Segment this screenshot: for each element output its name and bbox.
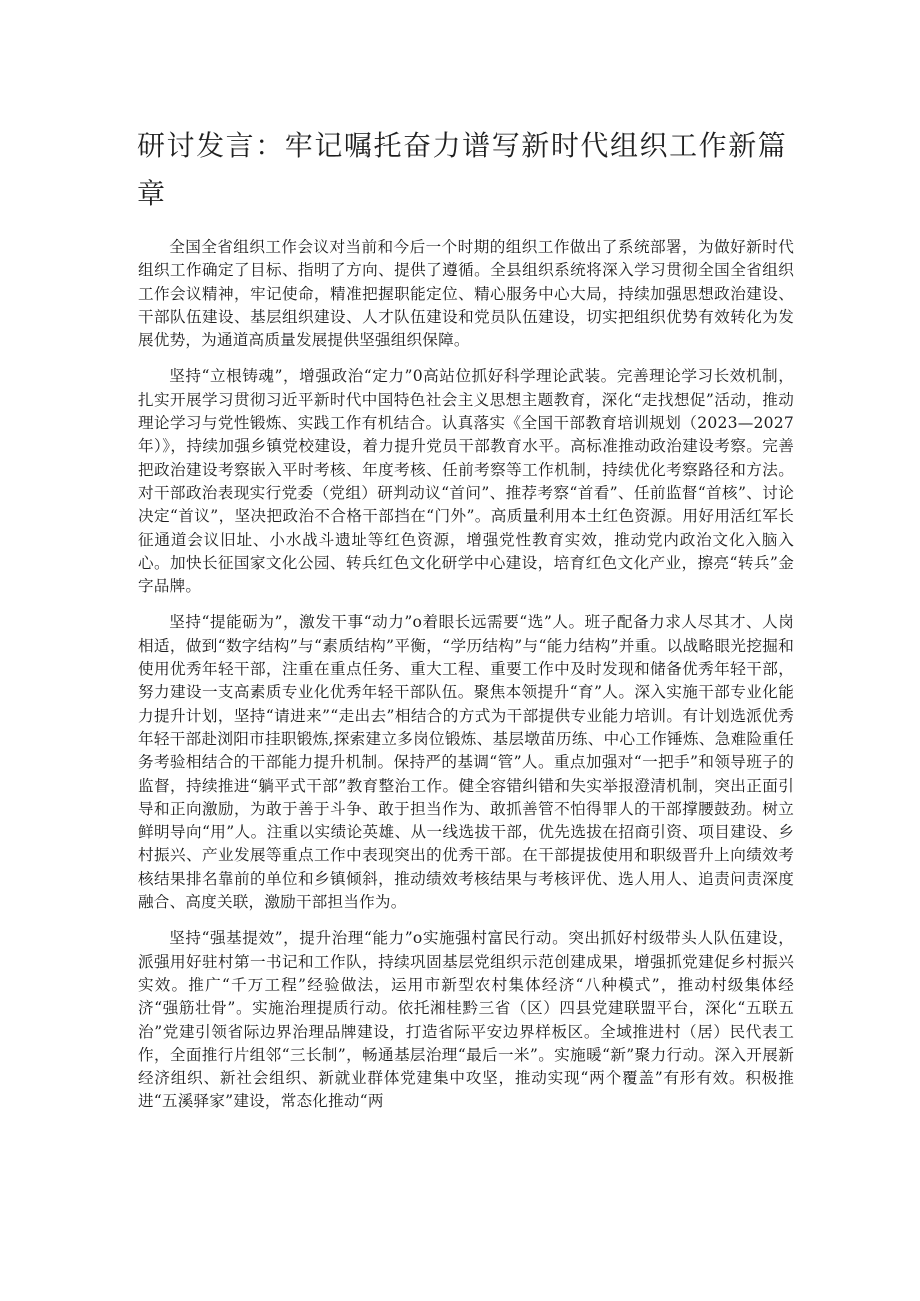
paragraph-cadre-capability: 坚持“提能砺为”，激发干事“动力”o着眼长远需要“选”人。班子配备力求人尽其才、人岗相适，做到“数字结构”与“素质结构”平衡，“学历结构”与“能力结构”并重。以战略眼光挖掘和使用优秀年轻干部，注重在重点任务、重大工程、重要工作中及时发现和储备优秀年轻干部，努力建设一支高素质专业化优秀年轻干部队伍。聚焦本领提升“育”人。深入实施干部专业化能力提升计划，坚持“请进来”“走出去”相结合的方式为干部提供专业能力培训。有计划选派优秀年轻干部赴浏阳市挂职锻炼,探索建立多岗位锻炼、基层墩苗历练、中心工作锤炼、急难险重任务考验相结合的干部能力提升机制。保持严的基调“管”人。重点加强对“一把手”和领导班子的监督，持续推进“躺平式干部”教育整治工作。健全容错纠错和失实举报澄清机制，突出正面引导和正向激励，为敢于善于斗争、敢于担当作为、敢抓善管不怕得罪人的干部撑腰鼓劲。树立鲜明导向“用”人。注重以实绩论英雄、从一线选拔干部，优先选拔在招商引资、项目建设、乡村振兴、产业发展等重点工作中表现突出的优秀干部。在干部提拔使用和职级晋升上向绩效考核结果排名靠前的单位和乡镇倾斜，推动绩效考核结果与考核评优、选人用人、追责问责深度融合、高度关联，激励干部担当作为。: [138, 613, 794, 912]
paragraph-political-foundation: 坚持“立根铸魂”，增强政治“定力”0高站位抓好科学理论武装。完善理论学习长效机制，扎实开展学习贯彻习近平新时代中国特色社会主义思想主题教育，深化“走找想促”活动，推动理论学习与党性锻炼、实践工作有机结合。认真落实《全国干部教育培训规划（2023—2027年）》，持续加强乡镇党校建设，着力提升党员干部教育水平。高标准推动政治建设考察。完善把政治建设考察嵌入平时考核、年度考核、任前考察等工作机制，持续优化考察路径和方法。对干部政治表现实行党委（党组）研判动议“首问”、推荐考察“首看”、任前监督“首核”、讨论决定“首议”，坚决把政治不合格干部挡在“门外”。高质量利用本土红色资源。用好用活红军长征通道会议旧址、小水战斗遗址等红色资源，增强党性教育实效，推动党内政治文化入脑入心。加快长征国家文化公园、转兵红色文化研学中心建设，培育红色文化产业，擦亮“转兵”金字品牌。: [138, 367, 794, 596]
document-body: [138, 236, 794, 1127]
document-title: 研讨发言：牢记嘱托奋力谱写新时代组织工作新篇章: [137, 129, 787, 210]
paragraph-grassroots-governance: 坚持“强基提效”，提升治理“能力”o实施强村富民行动。突出抓好村级带头人队伍建设，派强用好驻村第一书记和工作队，持续巩固基层党组织示范创建成果，增强抓党建促乡村振兴实效。推广“千万工程”经验做法，运用市新型农村集体经济“八种模式”，推动村级集体经济“强筋壮骨”。实施治理提质行动。依托湘桂黔三省（区）四县党建联盟平台，深化“五联五治”党建引领省际边界治理品牌建设，打造省际平安边界样板区。全域推进村（居）民代表工作，全面推行片组邻“三长制”，畅通基层治理“最后一米”。实施暖“新”聚力行动。深入开展新经济组织、新社会组织、新就业群体党建集中攻坚，推动实现“两个覆盖”有形有效。积极推进“五溪驿家”建设，常态化推动“两: [138, 929, 794, 1111]
paragraph-intro: 全国全省组织工作会议对当前和今后一个时期的组织工作做出了系统部署，为做好新时代组织工作确定了目标、指明了方向、提供了遵循。全县组织系统将深入学习贯彻全国全省组织工作会议精神，牢记使命，精准把握职能定位、精心服务中心大局，持续加强思想政治建设、干部队伍建设、基层组织建设、人才队伍建设和党员队伍建设，切实把组织优势有效转化为发展优势，为通道高质量发展提供坚强组织保障。: [138, 238, 794, 350]
